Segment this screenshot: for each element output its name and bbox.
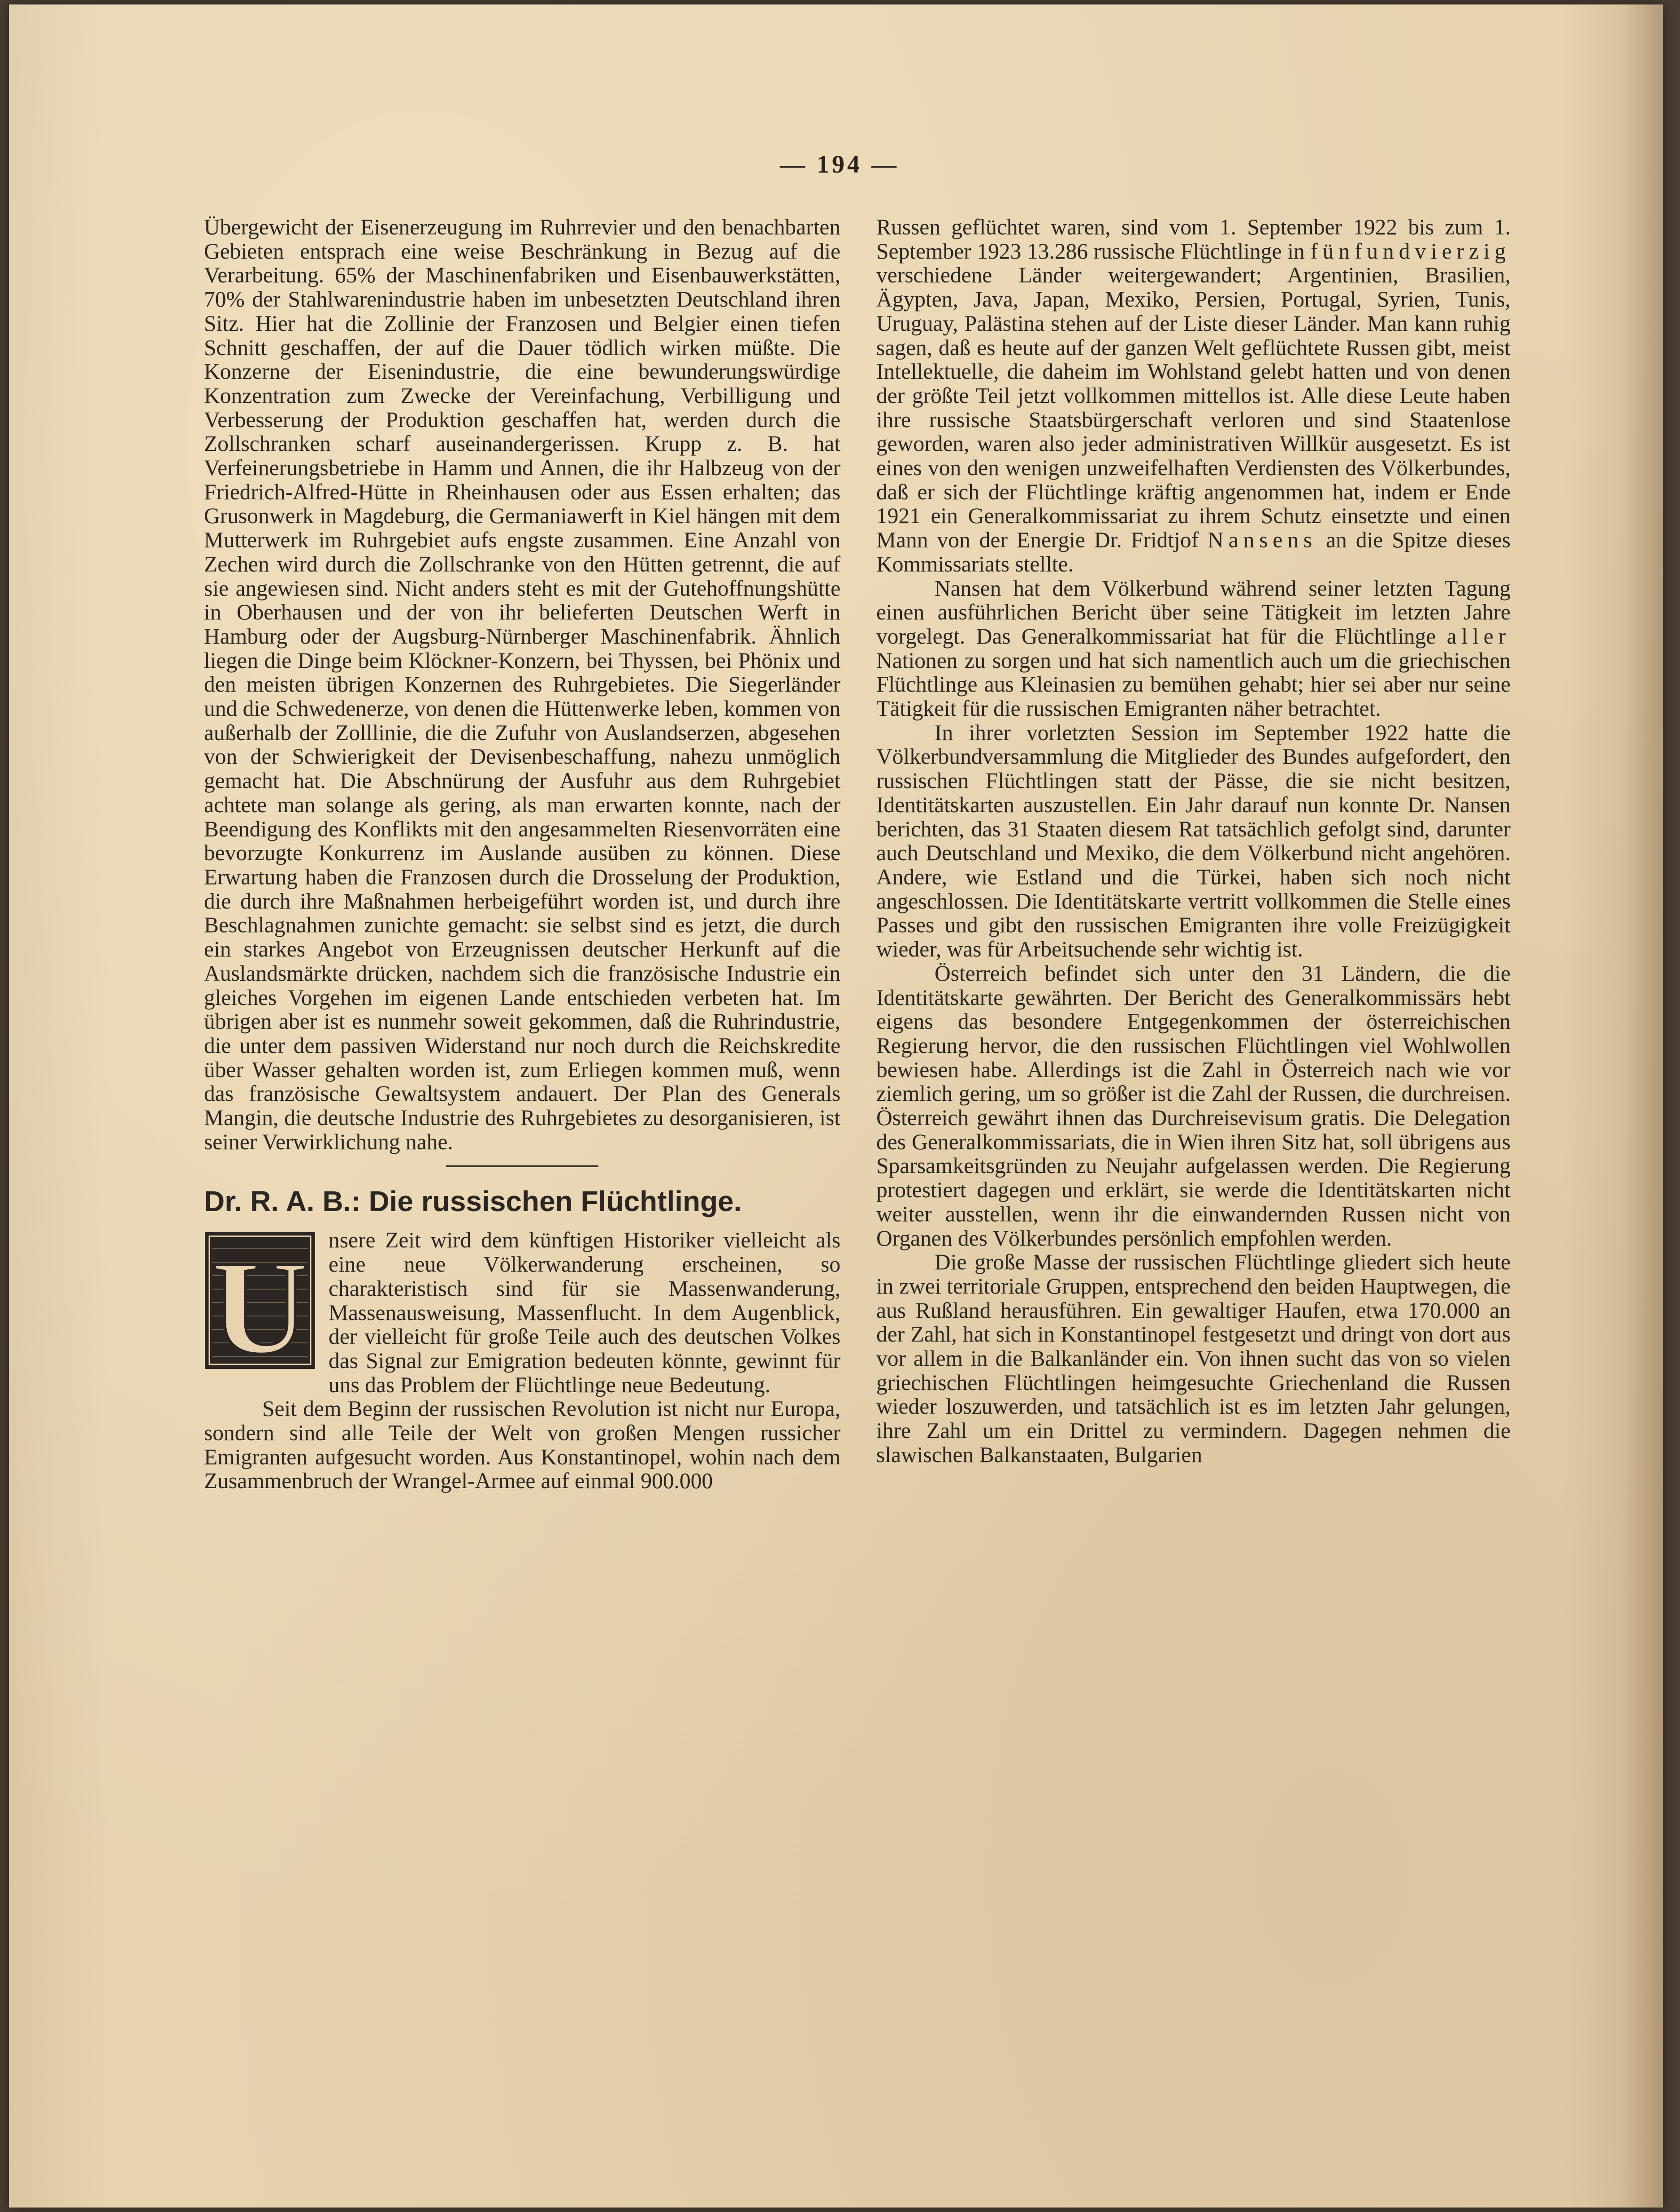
page-edge-shadow	[1623, 4, 1663, 2208]
page	[9, 4, 1663, 2208]
left-column	[204, 215, 840, 1493]
right-column	[876, 215, 1511, 1467]
text-run: verschiedene Länder weitergewandert; Argentinien, Brasilien, Ägypten, Java, Japan, Mexiko, Persien, Portugal, Syrien, Tunis, Uruguay, Palästina stehen auf der Liste dieser Länder. Man kann ruhig sagen, daß es heute auf der ganzen Welt geflüchtete Russen gibt, meist Intellektuelle, die daheim im Wohlstand gelebt hatten und von denen der größte Teil jetzt vollkommen mittellos ist. Alle diese Leute haben ihre russische Staatsbürgerschaft verloren und sind Staatenlose geworden, waren also jeder administrativen Willkür ausgesetzt. Es ist eines von den wenigen unzweifelhaften Verdiensten des Völkerbundes, daß er sich der Flüchtlinge kräftig angenommen hat, indem er Ende 1921 ein Generalkommissariat zu ihrem Schutz einsetzte und einen Mann von der Energie Dr. Fridtjof	[876, 263, 1511, 553]
section-divider	[446, 1165, 598, 1167]
paragraph-territorial-groups: Die große Masse der russischen Flüchtlinge gliedert sich heute in zwei territoriale Gruppen, entsprechend den beiden Hauptwegen, die aus Rußland herausführen. Ein gewaltiger Haufen, etwa 170.000 an der Zahl, hat sich in Konstantinopel festgesetzt und dringt von dort aus vor allem in die Balkanländer ein. Von ihnen sucht das von so vielen griechischen Flüchtlingen heimgesuchte Griechenland die Russen wieder loszuwerden, und tatsächlich ist es im letzten Jahr gelungen, ihre Zahl um ein Drittel zu vermindern. Dagegen nehmen die slawischen Balkanstaaten, Bulgarien	[876, 1250, 1511, 1467]
dropcap-letter: U	[211, 1233, 309, 1370]
text-run: an die Spitze dieses Kommissariats stellte.	[876, 528, 1511, 576]
paragraph-refugee-migration	[876, 215, 1511, 576]
article-first-paragraph-text: nsere Zeit wird dem künftigen Historiker vielleicht als eine neue Völkerwanderung erscheinen, so charakteristisch sind für sie Massenwanderung, Massenausweisung, Massenflucht. In dem Augenblick, der vielleicht für große Teile auch des deutschen Volkes das Signal zur Emigration bedeuten könnte, gewinnt für uns das Problem der Flüchtlinge neue Bedeutung.	[329, 1228, 840, 1397]
paragraph-identity-cards: In ihrer vorletzten Session im September 1922 hatte die Völkerbundversammlung die Mitglieder des Bundes aufgefordert, den russischen Flüchtlingen statt der Pässe, die sie nicht besitzen, Identitätskarten auszustellen. Ein Jahr darauf nun konnte Dr. Nansen berichten, das 31 Staaten diesem Rat tatsächlich gefolgt sind, darunter auch Deutschland und Mexiko, die dem Völkerbund nicht angehören. Andere, wie Estland und die Türkei, haben sich noch nicht angeschlossen. Die Identitätskarte vertritt vollkommen die Stelle eines Passes und gibt den russischen Emigranten ihre volle Freizügigkeit wieder, was für Arbeitsuchende sehr wichtig ist.	[876, 720, 1511, 962]
spaced-emphasis-name: Nansens	[1208, 528, 1317, 553]
paragraph-ruhr-industry: Übergewicht der Eisenerzeugung im Ruhrrevier und den benachbarten Gebieten entsprach eine weise Beschränkung in Bezug auf die Verarbeitung. 65% der Maschinenfabriken und Eisenbauwerkstätten, 70% der Stahlwarenindustrie haben im unbesetzten Deutschland ihren Sitz. Hier hat die Zollinie der Franzosen und Belgier einen tiefen Schnitt geschaffen, der auf die Dauer tödlich wirken müßte. Die Konzerne der Eisenindustrie, die eine bewunderungswürdige Konzentration zum Zwecke der Vereinfachung, Verbilligung und Verbesserung der Produktion geschaffen hat, werden durch die Zollschranken scharf auseinandergerissen. Krupp z. B. hat Verfeinerungsbetriebe in Hamm und Annen, die ihr Halbzeug von der Friedrich-Alfred-Hütte in Rheinhausen oder aus Essen erhalten; das Grusonwerk in Magdeburg, die Germaniawerft in Kiel hängen mit dem Mutterwerk im Ruhrgebiet aufs engste zusammen. Eine Anzahl von Zechen wird durch die Zollschranke von den Hütten getrennt, die auf sie angewiesen sind. Nicht anders steht es mit der Gutehoffnungshütte in Oberhausen und der von ihr belieferten Deutschen Werft in Hamburg oder der Augsburg-Nürnberger Maschinenfabrik. Ähnlich liegen die Dinge beim Klöckner-Konzern, bei Thyssen, bei Phönix und den meisten übrigen Konzernen des Ruhrgebietes. Die Siegerländer und die Schwedenerze, von denen die Hüttenwerke leben, kommen von außerhalb der Zolllinie, die die Zufuhr von Auslandserzen, abgesehen von der Schwierigkeit der Devisenbeschaffung, nahezu unmöglich gemacht hat. Die Abschnürung der Ausfuhr aus dem Ruhrgebiet achtete man solange als gering, als man erwarten konnte, nach der Beendigung des Konflikts mit den angesammelten Riesenvorräten eine bevorzugte Konkurrenz im Auslande ausüben zu können. Diese Erwartung haben die Franzosen durch die Drosselung der Produktion, die durch ihre Maßnahmen herbeigeführt worden ist, und durch ihre Beschlagnahmen zunichte gemacht: sie selbst sind es jetzt, die durch ein starkes Angebot von Erzeugnissen deutscher Herkunft auf die Auslandsmärkte drücken, nachdem sich die französische Industrie ein gleiches Vorgehen im eigenen Lande entschieden verbeten hat. Im übrigen aber ist es nunmehr soweit gekommen, daß die Ruhrindustrie, die unter dem passiven Widerstand nur noch durch die Reichskredite über Wasser gehalten worden ist, zum Erliegen kommen muß, wenn das französische Gewaltsystem andauert. Der Plan des Generals Mangin, die deutsche Industrie des Ruhrgebietes zu desorganisieren, ist seiner Verwirklichung nahe.	[204, 215, 840, 1154]
page-number: — 194 —	[780, 151, 899, 178]
paragraph-austria: Österreich befindet sich unter den 31 Ländern, die die Identitätskarte gewährten. Der Bericht des Generalkommissärs hebt eigens das besondere Entgegenkommen der österreichischen Regierung hervor, die den russischen Flüchtlingen viel Wohlwollen bewiesen habe. Allerdings ist die Zahl in Österreich nach wie vor ziemlich gering, um so größer ist die Zahl der Russen, die durchreisen. Österreich gewährt ihnen das Durchreisevisum gratis. Die Delegation des Generalkommissariats, die in Wien ihren Sitz hat, soll übrigens aus Sparsamkeitsgründen zu Neujahr aufgelassen werden. Die Regierung protestiert dagegen und erklärt, sie werde die Identitätskarten nicht weiter ausstellen, wenn ihr die einwandernden Russen nicht von Organen des Völkerbundes persönlich empfohlen werden.	[876, 961, 1511, 1251]
dropcap-u-ornament	[204, 1231, 316, 1370]
article-second-paragraph: Seit dem Beginn der russischen Revolution ist nicht nur Europa, sondern sind alle Teile der Welt von großen Mengen russicher Emigranten aufgesucht worden. Aus Konstantinopel, wohin nach dem Zusammenbruch der Wrangel-Armee auf einmal 900.000	[204, 1396, 840, 1493]
text-run: Russen geflüchtet waren, sind vom 1. September 1922 bis zum 1. September 1923 13.286 russische Flüchtlinge in	[876, 215, 1511, 264]
text-run: Nansen hat dem Völkerbund während seiner letzten Tagung einen ausführlichen Bericht über seine Tätigkeit im letzten Jahre vorgelegt. Das Generalkommissariat hat für die Flüchtlinge	[876, 576, 1511, 649]
article-first-paragraph	[204, 1228, 840, 1397]
text-run: Nationen zu sorgen und hat sich namentlich auch um die griechischen Flüchtlinge aus Kleinasien zu bemühen gehabt; hier sei aber nur seine Tätigkeit für die russischen Emigranten näher betrachtet.	[876, 648, 1511, 721]
spaced-emphasis-number: fünfundvierzig	[1310, 238, 1511, 264]
article-heading: Dr. R. A. B.: Die russischen Flüchtlinge.	[204, 1185, 742, 1218]
paragraph-nansen-report	[876, 576, 1511, 721]
dropcap-u	[204, 1231, 316, 1370]
spaced-emphasis-aller: aller	[1446, 623, 1511, 649]
